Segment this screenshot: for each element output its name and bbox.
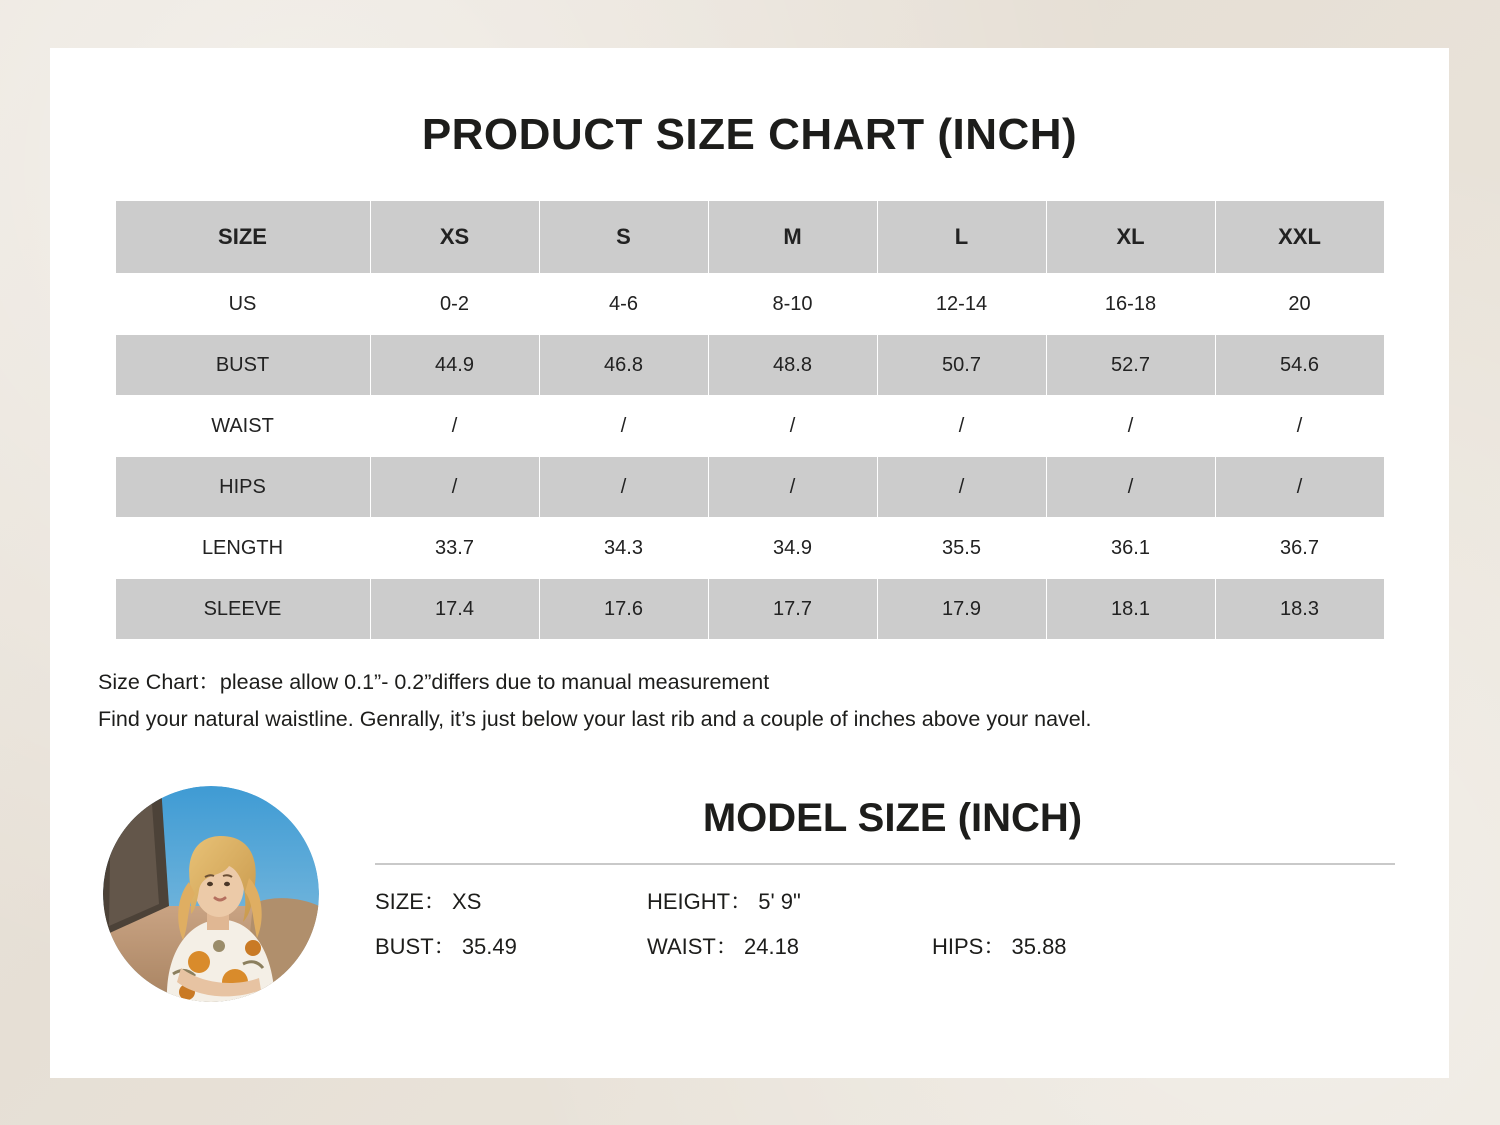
cell-sleeve-l: 17.9: [877, 579, 1046, 640]
model-field-bust: [375, 930, 647, 961]
model-divider: [375, 863, 1395, 865]
size-chart-note-line1: Size Chart：please allow 0.1”- 0.2”differs due to manual measurement: [98, 670, 770, 694]
cell-us-m: 8-10: [708, 274, 877, 335]
model-value-size: XS: [452, 889, 482, 914]
row-label-sleeve: SLEEVE: [115, 579, 370, 640]
column-header-m: M: [708, 201, 877, 274]
cell-bust-s: 46.8: [539, 335, 708, 396]
table-row: [115, 335, 1384, 396]
model-value-height: 5' 9": [758, 889, 801, 914]
table-row: [115, 457, 1384, 518]
cell-waist-xs: /: [370, 396, 539, 457]
model-field-height: [647, 885, 932, 916]
cell-sleeve-xxl: 18.3: [1215, 579, 1384, 640]
model-size-block: [375, 796, 1395, 975]
table-header-row: [115, 201, 1384, 274]
column-header-size: SIZE: [115, 201, 370, 274]
model-label-size: SIZE：: [375, 889, 446, 914]
cell-bust-m: 48.8: [708, 335, 877, 396]
cell-waist-m: /: [708, 396, 877, 457]
cell-length-l: 35.5: [877, 518, 1046, 579]
model-photo: [103, 786, 319, 1002]
model-value-waist: 24.18: [743, 934, 800, 959]
cell-hips-xs: /: [370, 457, 539, 518]
cell-hips-xl: /: [1046, 457, 1215, 518]
column-header-l: L: [877, 201, 1046, 274]
page-title: PRODUCT SIZE CHART (INCH): [421, 110, 1078, 159]
row-label-waist: WAIST: [115, 396, 370, 457]
cell-bust-l: 50.7: [877, 335, 1046, 396]
model-field-waist: [647, 930, 932, 961]
row-label-length: LENGTH: [115, 518, 370, 579]
model-label-height: HEIGHT：: [647, 889, 753, 914]
cell-hips-m: /: [708, 457, 877, 518]
cell-bust-xxl: 54.6: [1215, 335, 1384, 396]
model-value-bust: 35.49: [461, 934, 517, 959]
model-row-1: [375, 885, 1395, 916]
model-value-hips: 35.88: [1011, 934, 1067, 959]
model-field-size: [375, 885, 647, 916]
model-measurements: [375, 885, 1395, 961]
model-size-title: MODEL SIZE (INCH): [702, 796, 1083, 840]
row-label-bust: BUST: [115, 335, 370, 396]
product-size-chart-table: [115, 200, 1385, 640]
row-label-us: US: [115, 274, 370, 335]
cell-length-xl: 36.1: [1046, 518, 1215, 579]
table-row: [115, 518, 1384, 579]
cell-us-xs: 0-2: [370, 274, 539, 335]
row-label-hips: HIPS: [115, 457, 370, 518]
cell-length-xs: 33.7: [370, 518, 539, 579]
model-row-2: [375, 930, 1395, 961]
cell-us-l: 12-14: [877, 274, 1046, 335]
model-label-bust: BUST：: [375, 934, 456, 959]
table-row: [115, 274, 1384, 335]
size-chart-note-line2: Find your natural waistline. Genrally, it’s just below your last rib and a couple of inches above your navel.: [98, 707, 1092, 732]
size-chart-card: [50, 48, 1449, 1078]
cell-us-xl: 16-18: [1046, 274, 1215, 335]
column-header-xxl: XXL: [1215, 201, 1384, 274]
model-label-waist: WAIST：: [647, 934, 738, 959]
cell-length-m: 34.9: [708, 518, 877, 579]
cell-sleeve-m: 17.7: [708, 579, 877, 640]
cell-bust-xs: 44.9: [370, 335, 539, 396]
model-size-section: [50, 766, 1449, 1066]
column-header-s: S: [539, 201, 708, 274]
model-label-hips: HIPS：: [932, 934, 1006, 959]
column-header-xl: XL: [1046, 201, 1215, 274]
cell-sleeve-xl: 18.1: [1046, 579, 1215, 640]
cell-sleeve-xs: 17.4: [370, 579, 539, 640]
cell-waist-l: /: [877, 396, 1046, 457]
cell-hips-l: /: [877, 457, 1046, 518]
cell-us-s: 4-6: [539, 274, 708, 335]
cell-length-s: 34.3: [539, 518, 708, 579]
cell-bust-xl: 52.7: [1046, 335, 1215, 396]
cell-waist-xl: /: [1046, 396, 1215, 457]
cell-hips-xxl: /: [1215, 457, 1384, 518]
cell-waist-s: /: [539, 396, 708, 457]
cell-hips-s: /: [539, 457, 708, 518]
cell-us-xxl: 20: [1215, 274, 1384, 335]
column-header-xs: XS: [370, 201, 539, 274]
cell-waist-xxl: /: [1215, 396, 1384, 457]
table-row: [115, 579, 1384, 640]
cell-length-xxl: 36.7: [1215, 518, 1384, 579]
model-field-hips: [932, 930, 1232, 961]
cell-sleeve-s: 17.6: [539, 579, 708, 640]
table-row: [115, 396, 1384, 457]
